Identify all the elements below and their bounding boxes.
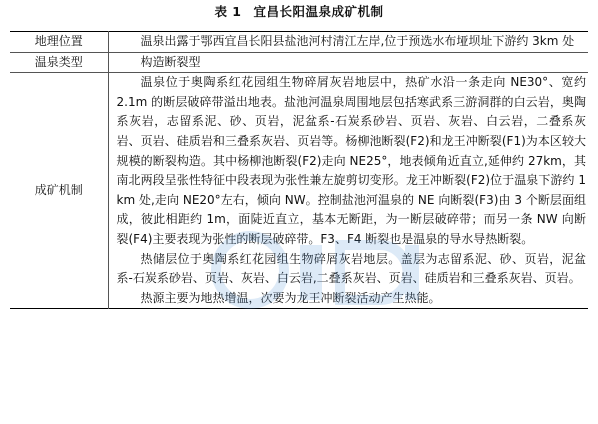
hot-spring-info-table <box>10 31 588 309</box>
mechanism-paragraph-heat-source: 热源主要为地热增温，次要为龙王冲断裂活动产生热能。 <box>140 290 441 305</box>
row-content-type <box>108 52 588 73</box>
table-caption-title: 宜昌长阳温泉成矿机制 <box>253 4 384 19</box>
mechanism-paragraph-reservoir: 热储层位于奥陶系红花园组生物碎屑灰岩地层。盖层为志留系泥、砂、页岩，泥盆系-石炭系砂岩、页岩、灰岩、白云岩,二叠系灰岩、页岩、硅质岩和三叠系灰岩、页岩。 <box>116 251 586 286</box>
row-label-location: 地理位置 <box>10 32 108 53</box>
row-label-mechanism: 成矿机制 <box>10 73 108 309</box>
mechanism-paragraph-structure: 温泉位于奥陶系红花园组生物碎屑灰岩地层中，热矿水沿一条走向 NE30°、宽约 2.1m 的断层破碎带溢出地表。盐池河温泉周围地层包括寒武系三游洞群的白云岩，奥陶系灰岩，志留系泥、砂、页岩，泥盆系-石炭系砂岩、页岩、灰岩、白云岩，二叠系灰岩、页岩、硅质岩和三叠系灰岩、页岩等。杨柳池断裂(F2)和龙王冲断裂(F1)为本区较大规模的断裂构造。其中杨柳池断裂(F2)走向 NE25°，地表倾角近直立,延伸约 27km，其南北两段呈张性特征中段表现为张性兼左旋剪切变形。龙王冲断裂(F2)位于温泉下游约 1 km 处,走向 NE20°左右，倾向 NW。控制盐池河温泉的 NE 向断裂(F3)由 3 个断层面组成，彼此相距约 1m，面陡近直立，基本无断距，为一断层破碎带；而另一条 NW 向断裂(F4)主要表现为张性的断层破碎带。F3、F4 断裂也是温泉的导水导热断裂。 <box>116 75 586 246</box>
table-row-mechanism <box>10 73 588 309</box>
row-content-location <box>108 32 588 53</box>
table-row-type <box>10 52 588 73</box>
location-text: 温泉出露于鄂西宜昌长阳县盐池河村清江左岸,位于预选水布垭坝址下游约 3km 处 <box>140 34 575 48</box>
table-caption <box>0 3 598 21</box>
table-caption-number: 表 1 <box>214 4 242 19</box>
type-text: 构造断裂型 <box>140 54 201 69</box>
row-label-type: 温泉类型 <box>10 52 108 73</box>
table-row-location <box>10 32 588 53</box>
row-content-mechanism <box>108 73 588 309</box>
